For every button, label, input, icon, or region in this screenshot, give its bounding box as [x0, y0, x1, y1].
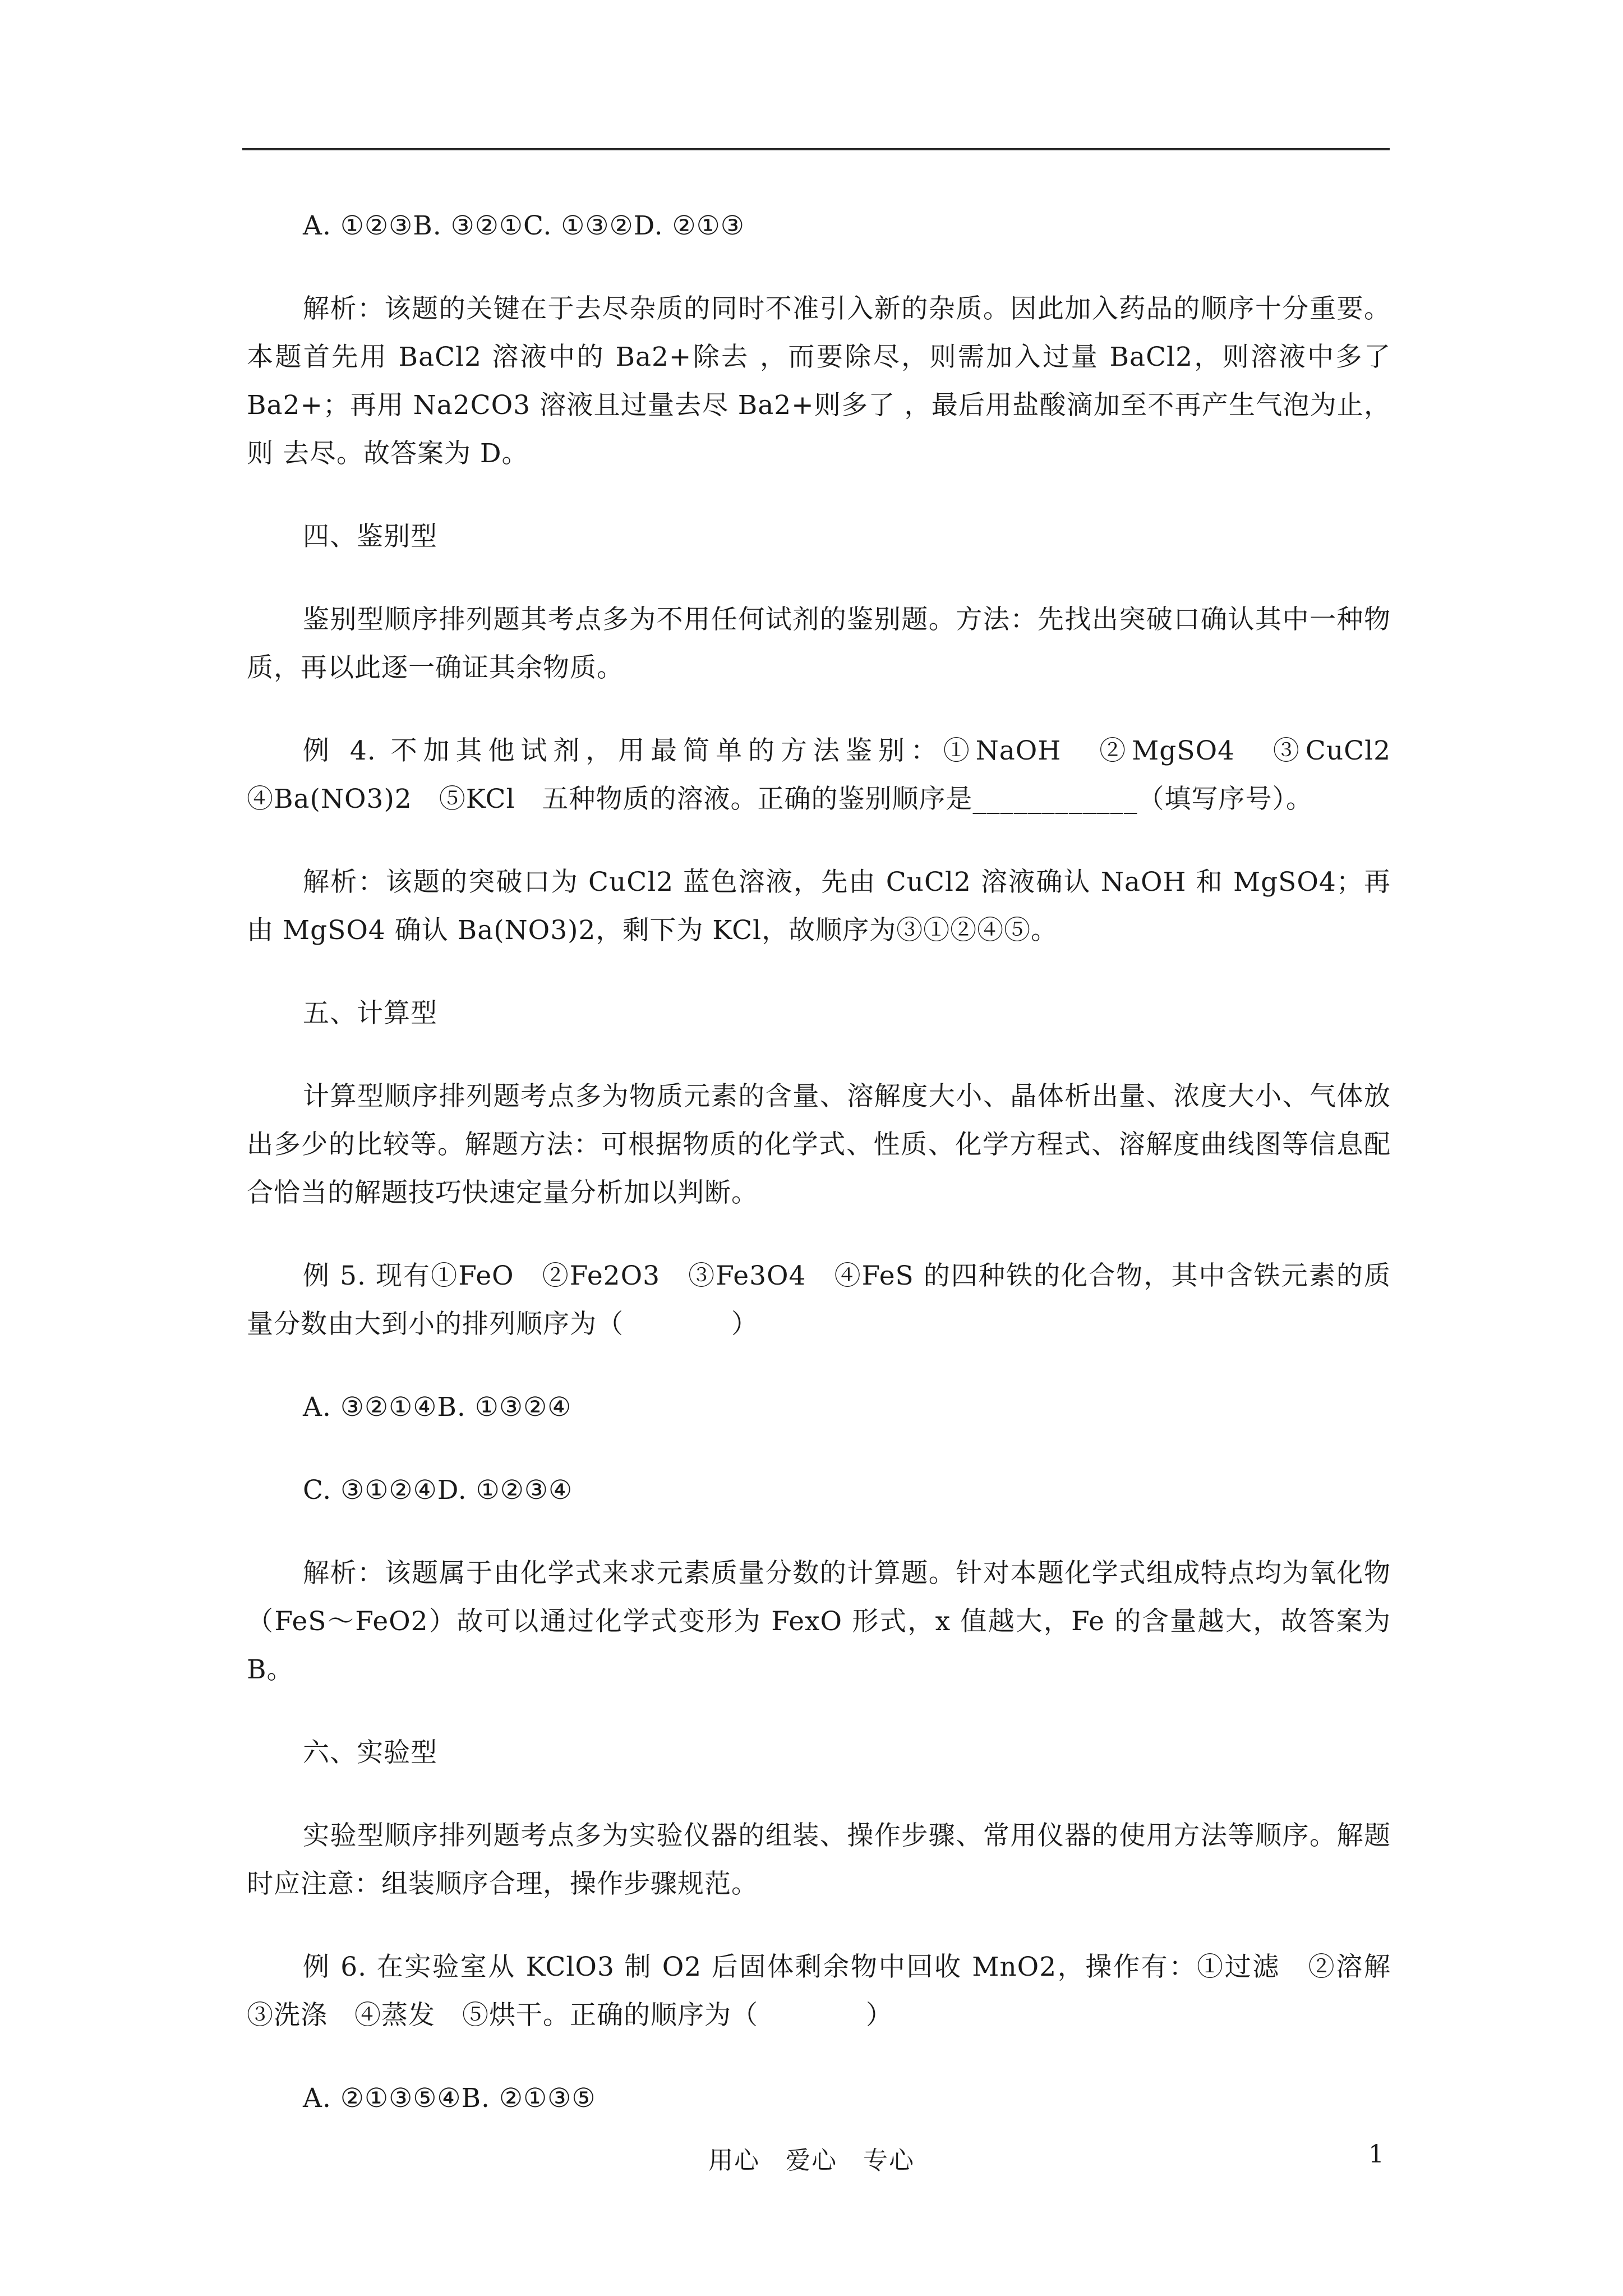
header-rule [242, 148, 1390, 150]
footer-motto: 用心 爱心 专心 [708, 2146, 915, 2175]
section-heading: 五、计算型 [303, 998, 437, 1029]
section-description: 鉴别型顺序排列题其考点多为不用任何试剂的鉴别题。方法：先找出突破口确认其中一种物质，再以此逐一确证其余物质。 [247, 604, 1391, 683]
options-line: C. ③①②④D. ①②③④ [303, 1475, 573, 1506]
analysis-paragraph: 解析：该题属于由化学式来求元素质量分数的计算题。针对本题化学式组成特点均为氧化物（FeS～FeO2）故可以通过化学式变形为 FexO 形式，x 值越大，Fe 的含量越大，故答案为 B。 [247, 1558, 1391, 1685]
options-line: A. ②①③⑤④B. ②①③⑤ [303, 2083, 596, 2114]
example-question: 例 5. 现有①FeO ②Fe2O3 ③Fe3O4 ④FeS 的四种铁的化合物，其中含铁元素的质量分数由大到小的排列顺序为（ ） [247, 1260, 1391, 1340]
page-number: 1 [1368, 2140, 1384, 2169]
section-description: 计算型顺序排列题考点多为物质元素的含量、溶解度大小、晶体析出量、浓度大小、气体放出多少的比较等。解题方法：可根据物质的化学式、性质、化学方程式、溶解度曲线图等信息配合恰当的解题技巧快速定量分析加以判断。 [247, 1081, 1391, 1208]
section-heading: 六、实验型 [303, 1737, 437, 1768]
analysis-paragraph: 解析：该题的突破口为 CuCl2 蓝色溶液，先由 CuCl2 溶液确认 NaOH 和 MgSO4；再由 MgSO4 确认 Ba(NO3)2，剩下为 KCl，故顺序为③①②④⑤。 [247, 867, 1391, 946]
section-heading: 四、鉴别型 [303, 521, 437, 552]
options-line: A. ③②①④B. ①③②④ [303, 1392, 572, 1423]
document-body [247, 202, 1418, 2157]
analysis-paragraph: 解析：该题的关键在于去尽杂质的同时不准引入新的杂质。因此加入药品的顺序十分重要。本题首先用 BaCl2 溶液中的 Ba2+除去 ，而要除尽，则需加入过量 BaCl2，则溶液中多了 Ba2+；再用 Na2CO3 溶液且过量去尽 Ba2+则多了 ，最后用盐酸滴加至不再产生气泡为止，则 去尽。故答案为 D。 [247, 293, 1391, 469]
section-description: 实验型顺序排列题考点多为实验仪器的组装、操作步骤、常用仪器的使用方法等顺序。解题时应注意：组装顺序合理，操作步骤规范。 [247, 1820, 1391, 1899]
example-question: 例 6. 在实验室从 KClO3 制 O2 后固体剩余物中回收 MnO2，操作有：①过滤 ②溶解 ③洗涤 ④蒸发 ⑤烘干。正确的顺序为（ ） [247, 1952, 1418, 2031]
example-question: 例 4. 不加其他试剂，用最简单的方法鉴别：①NaOH ②MgSO4 ③CuCl2 ④Ba(NO3)2 ⑤KCl 五种物质的溶液。正确的鉴别顺序是____________（填写序号）。 [247, 735, 1418, 815]
options-line: A. ①②③B. ③②①C. ①③②D. ②①③ [303, 210, 745, 241]
